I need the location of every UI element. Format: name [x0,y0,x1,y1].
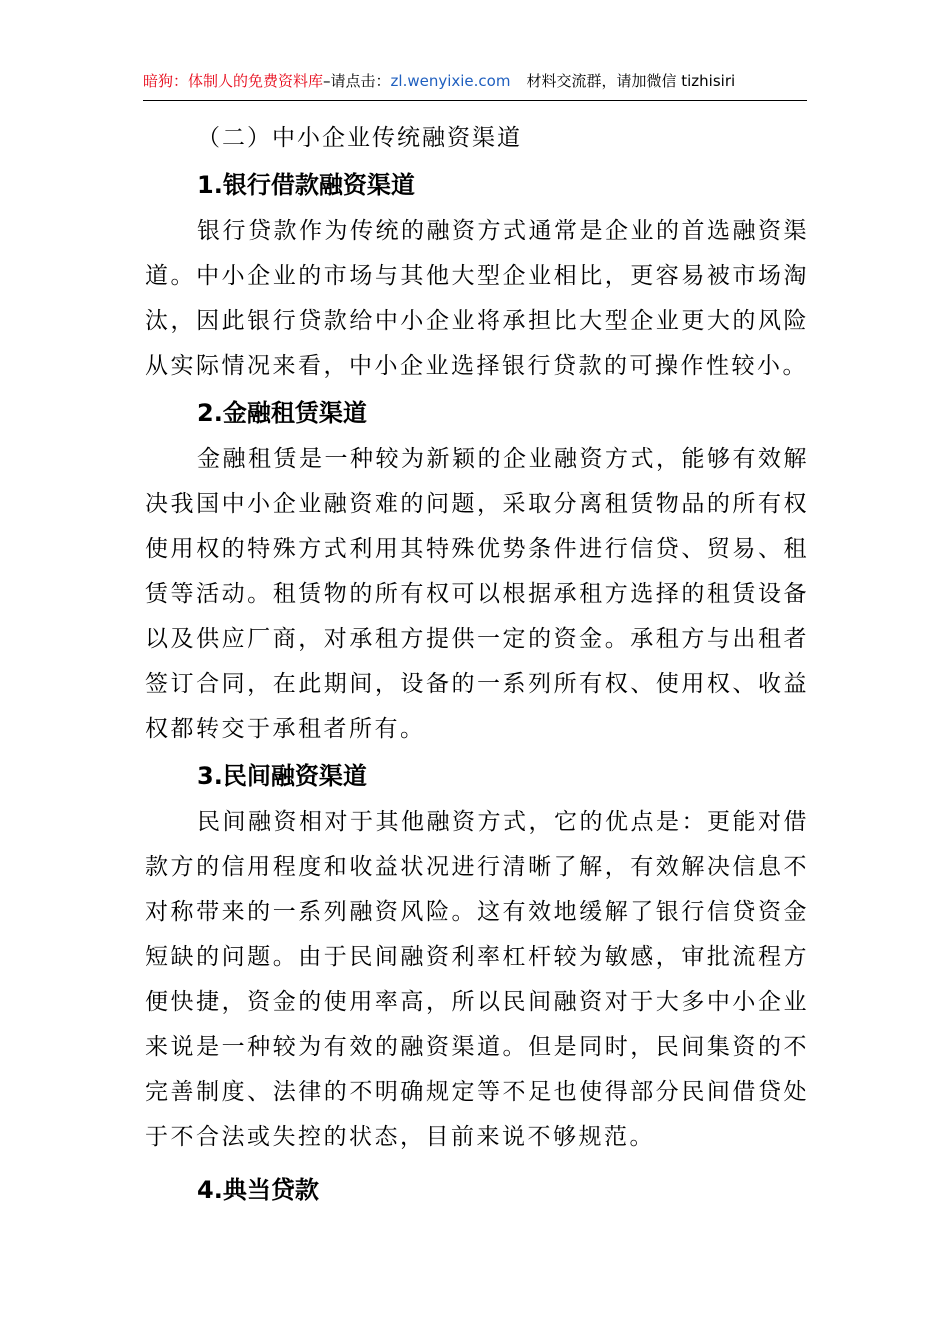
document-body [145,115,809,1214]
site-link[interactable]: zl.wenyixie.com [390,72,511,90]
click-prompt: –请点击： [323,72,391,90]
site-brand: 暗狗：体制人的免费资料库 [143,72,324,90]
section-title-private-financing: 3.民间融资渠道 [197,762,367,790]
paragraph-private-financing: 民间融资相对于其他融资方式，它的优点是：更能对借款方的信用程度和收益状况进行清晰了解，有效解决信息不对称带来的一系列融资风险。这有效地缓解了银行信贷资金短缺的问题。由于民间融资利率杠杆较为敏感，审批流程方便快捷，资金的使用率高，所以民间融资对于大多中小企业来说是一种较为有效的融资渠道。但是同时，民间集资的不完善制度、法律的不明确规定等不足也使得部分民间借贷处于不合法或失控的状态，目前来说不够规范。 [145,809,809,1150]
page-header [143,62,807,101]
paragraph-financial-leasing: 金融租赁是一种较为新颖的企业融资方式，能够有效解决我国中小企业融资难的问题，采取分离租赁物品的所有权使用权的特殊方式利用其特殊优势条件进行信贷、贸易、租赁等活动。租赁物的所有权可以根据承租方选择的租赁设备以及供应厂商，对承租方提供一定的资金。承租方与出租者签订合同，在此期间，设备的一系列所有权、使用权、收益权都转交于承租者所有。 [145,446,809,742]
section-title-pawn-loan: 4.典当贷款 [197,1176,319,1204]
section-subheading: （二）中小企业传统融资渠道 [197,125,522,151]
section-title-bank-loan: 1.银行借款融资渠道 [197,171,415,199]
wechat-contact: 材料交流群，请加微信 tizhisiri [526,72,736,90]
section-title-financial-leasing: 2.金融租赁渠道 [197,399,367,427]
paragraph-bank-loan: 银行贷款作为传统的融资方式通常是企业的首选融资渠道。中小企业的市场与其他大型企业相比，更容易被市场淘汰，因此银行贷款给中小企业将承担比大型企业更大的风险从实际情况来看，中小企业选择银行贷款的可操作性较小。 [145,218,809,379]
